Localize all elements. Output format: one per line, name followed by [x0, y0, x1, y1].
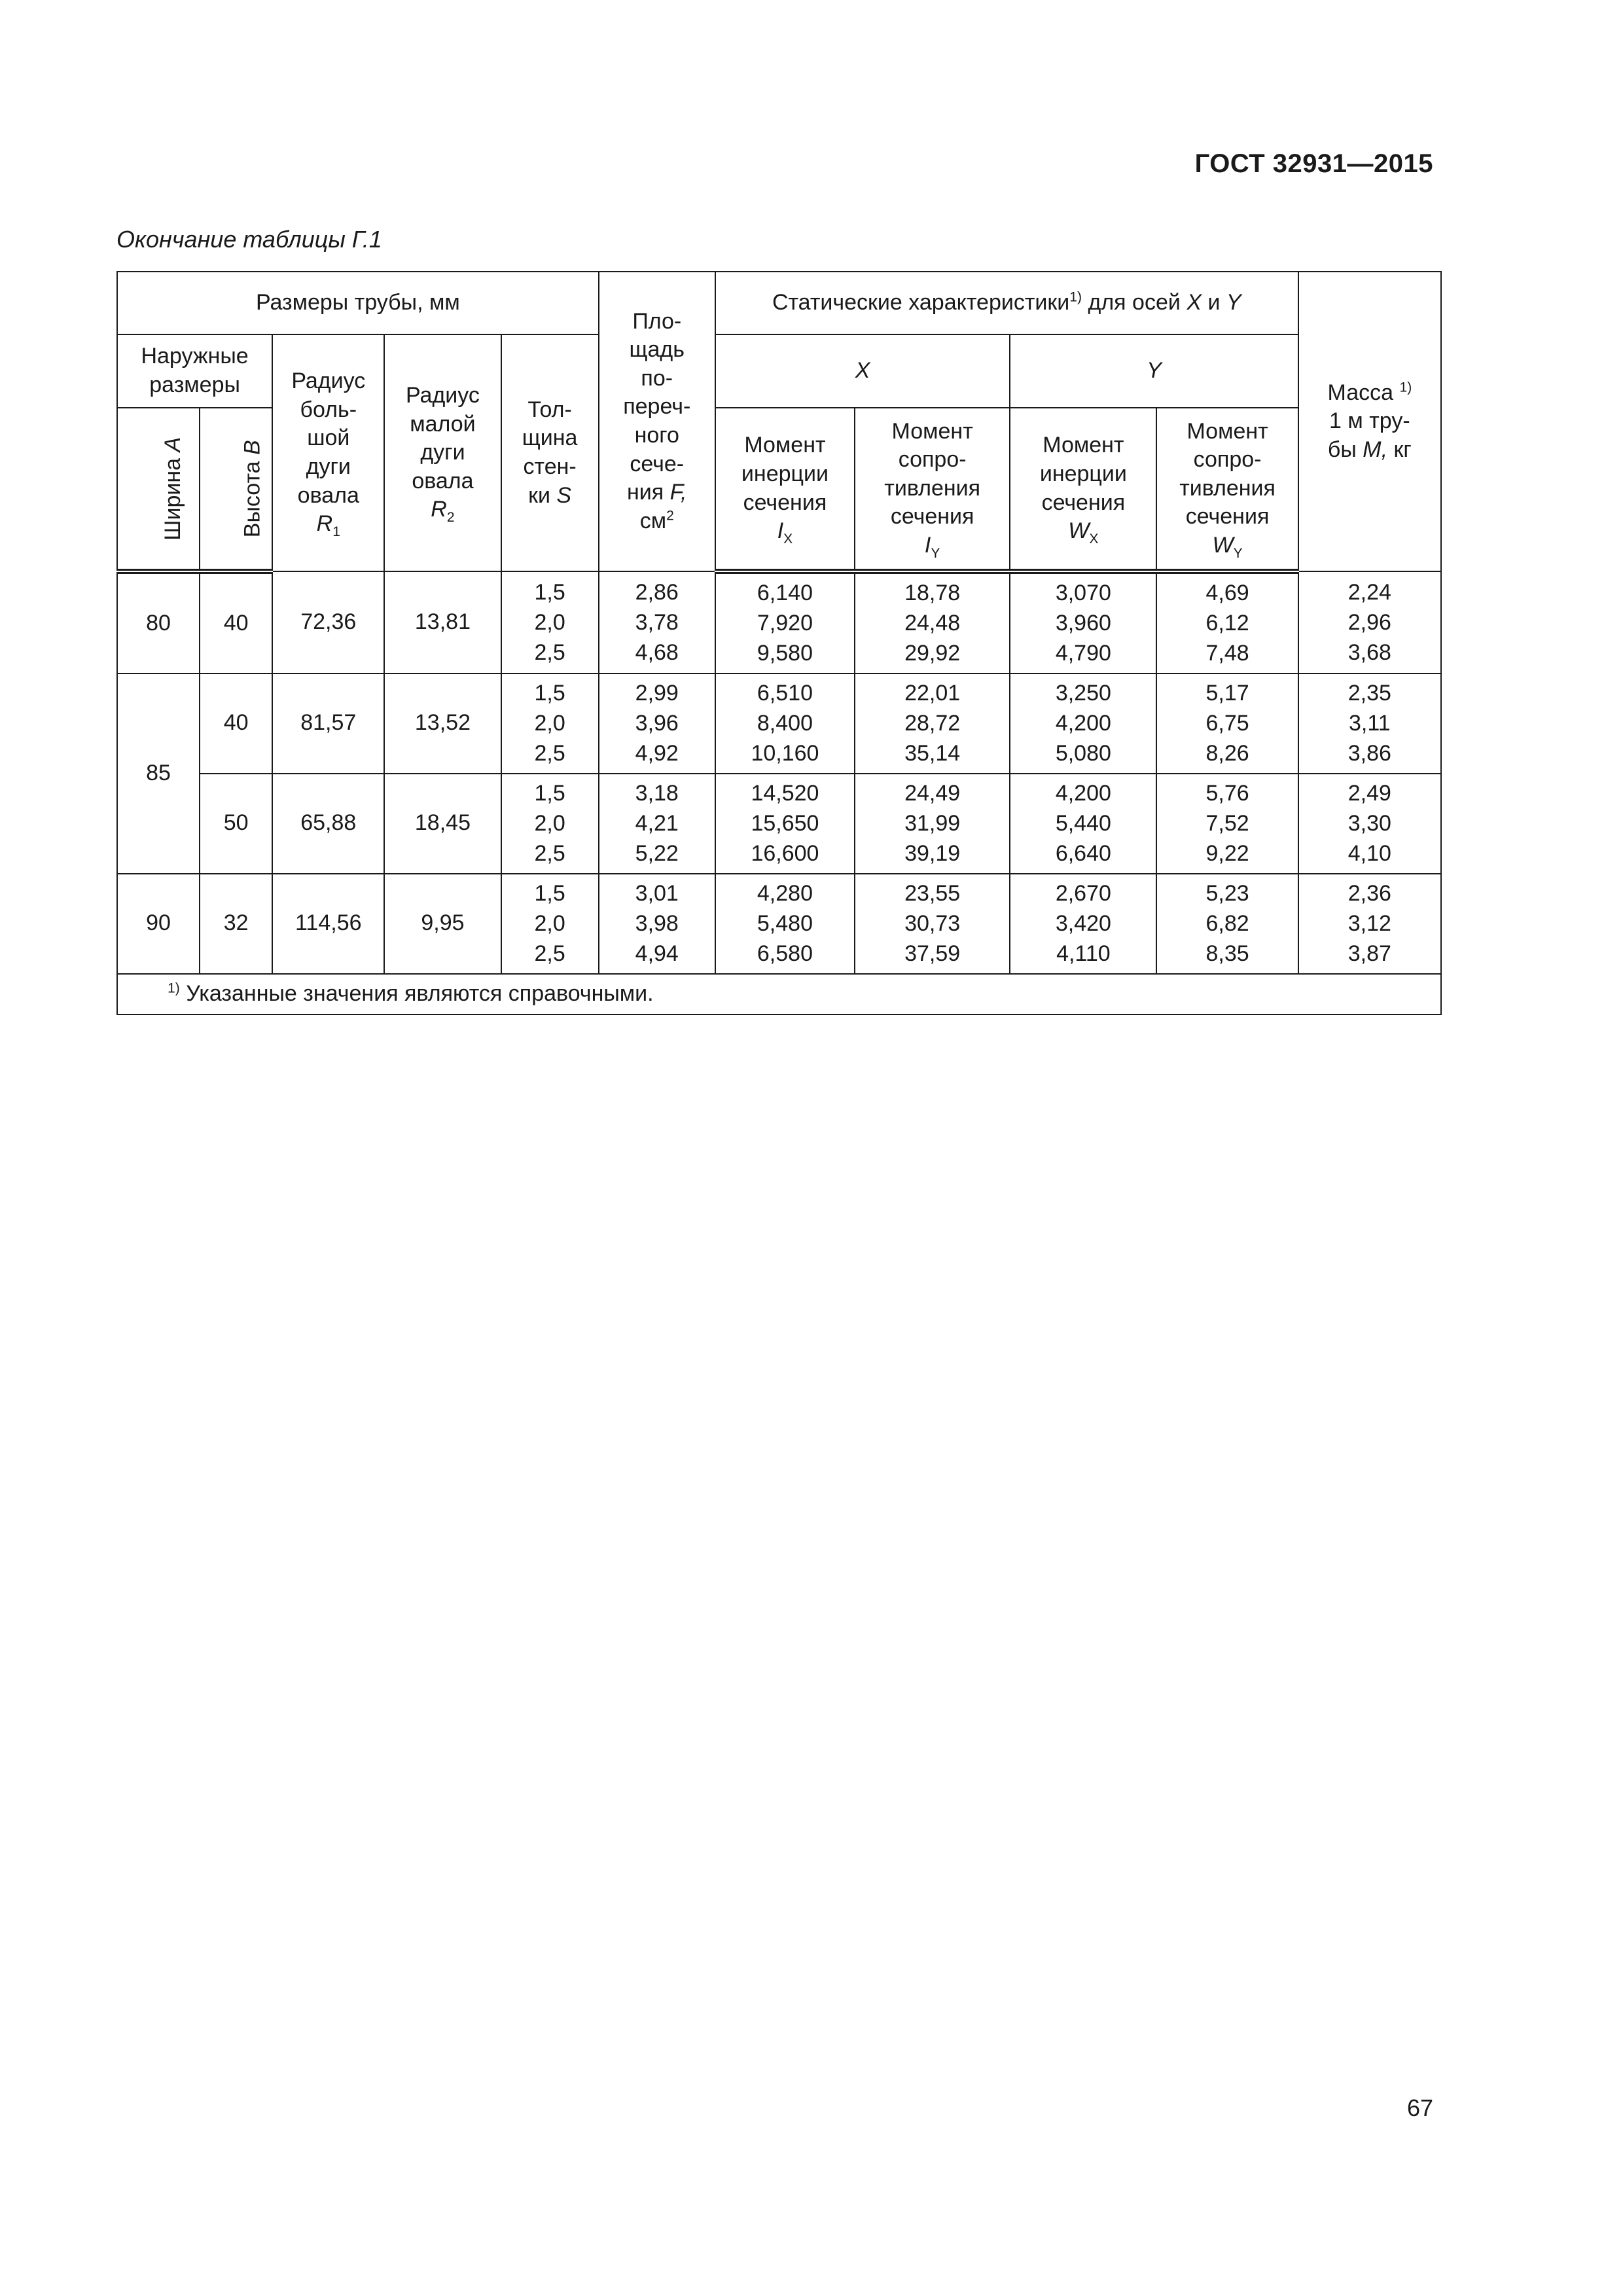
- cell-wy: 5,17 6,75 8,26: [1156, 673, 1298, 774]
- header-static-characteristics: Статические характеристики$^{1)}$ для осей X и Y: [715, 272, 1298, 334]
- cell-s: 1,5 2,0 2,5: [501, 673, 599, 774]
- cell-height: 40: [200, 673, 272, 774]
- cell-f: 3,18 4,21 5,22: [599, 774, 715, 874]
- header-width-a: Ширина A: [117, 408, 200, 571]
- cell-s: 1,5 2,0 2,5: [501, 874, 599, 974]
- header-radius-small: Радиус малой дуги овала $R_2$: [384, 334, 501, 571]
- header-wall-thickness: Тол- щина стен- ки S: [501, 334, 599, 571]
- cell-mass: 2,36 3,12 3,87: [1298, 874, 1441, 974]
- cell-r1: 114,56: [272, 874, 384, 974]
- header-resistance-x: Момент сопро- тивления сечения $I_Y$: [855, 408, 1010, 571]
- cell-f: 2,99 3,96 4,92: [599, 673, 715, 774]
- cell-r2: 13,52: [384, 673, 501, 774]
- cell-wx: 2,670 3,420 4,110: [1010, 874, 1156, 974]
- cell-wy: 4,69 6,12 7,48: [1156, 571, 1298, 673]
- cell-mass: 2,35 3,11 3,86: [1298, 673, 1441, 774]
- header-height-b: Высота B: [200, 408, 272, 571]
- header-mass: Масса $^{1)}$ 1 м тру- бы M, кг: [1298, 272, 1441, 571]
- page-number: 67: [1406, 2094, 1433, 2121]
- table-cell: $^{1)}$ Указанные значения являются справочными.: [117, 974, 1441, 1014]
- pipe-properties-table: [116, 271, 1442, 1015]
- cell-ix: 4,280 5,480 6,580: [715, 874, 855, 974]
- cell-ix: 6,510 8,400 10,160: [715, 673, 855, 774]
- cell-height: 32: [200, 874, 272, 974]
- table-caption: Окончание таблицы Г.1: [116, 226, 382, 253]
- table-row: [117, 774, 1441, 874]
- cell-r2: 13,81: [384, 571, 501, 673]
- cell-f: 3,01 3,98 4,94: [599, 874, 715, 974]
- cell-height: 40: [200, 571, 272, 673]
- cell-wx: 4,200 5,440 6,640: [1010, 774, 1156, 874]
- table-row: [117, 673, 1441, 774]
- cell-wy: 5,76 7,52 9,22: [1156, 774, 1298, 874]
- cell-mass: 2,24 2,96 3,68: [1298, 571, 1441, 673]
- table-footnote: [117, 974, 1441, 1014]
- cell-wx: 3,070 3,960 4,790: [1010, 571, 1156, 673]
- cell-r1: 65,88: [272, 774, 384, 874]
- cell-mass: 2,49 3,30 4,10: [1298, 774, 1441, 874]
- header-area: Пло- щадь по- переч- ного сече- ния F, $см^2$: [599, 272, 715, 571]
- cell-iy: 22,01 28,72 35,14: [855, 673, 1010, 774]
- header-radius-large: Радиус боль- шой дуги овала $R_1$: [272, 334, 384, 571]
- header-resistance-y: Момент сопро- тивления сечения $W_Y$: [1156, 408, 1298, 571]
- document-code: ГОСТ 32931—2015: [1194, 149, 1433, 178]
- header-outer-dimensions: Наружные размеры: [117, 334, 272, 408]
- table-row: [117, 874, 1441, 974]
- cell-iy: 18,78 24,48 29,92: [855, 571, 1010, 673]
- cell-s: 1,5 2,0 2,5: [501, 774, 599, 874]
- cell-r1: 81,57: [272, 673, 384, 774]
- cell-f: 2,86 3,78 4,68: [599, 571, 715, 673]
- cell-s: 1,5 2,0 2,5: [501, 571, 599, 673]
- header-inertia-y: Момент инерции сечения $W_X$: [1010, 408, 1156, 571]
- cell-width: 85: [117, 673, 200, 874]
- cell-wy: 5,23 6,82 8,35: [1156, 874, 1298, 974]
- cell-r2: 9,95: [384, 874, 501, 974]
- cell-width: 80: [117, 571, 200, 673]
- header-axis-x: X: [715, 334, 1010, 408]
- cell-height: 50: [200, 774, 272, 874]
- header-pipe-sizes: Размеры трубы, мм: [117, 272, 599, 334]
- cell-iy: 23,55 30,73 37,59: [855, 874, 1010, 974]
- header-inertia-x: Момент инерции сечения $I_X$: [715, 408, 855, 571]
- cell-r1: 72,36: [272, 571, 384, 673]
- cell-width: 90: [117, 874, 200, 974]
- cell-r2: 18,45: [384, 774, 501, 874]
- cell-iy: 24,49 31,99 39,19: [855, 774, 1010, 874]
- header-axis-y: Y: [1010, 334, 1298, 408]
- cell-ix: 6,140 7,920 9,580: [715, 571, 855, 673]
- cell-ix: 14,520 15,650 16,600: [715, 774, 855, 874]
- cell-wx: 3,250 4,200 5,080: [1010, 673, 1156, 774]
- table-row: [117, 571, 1441, 673]
